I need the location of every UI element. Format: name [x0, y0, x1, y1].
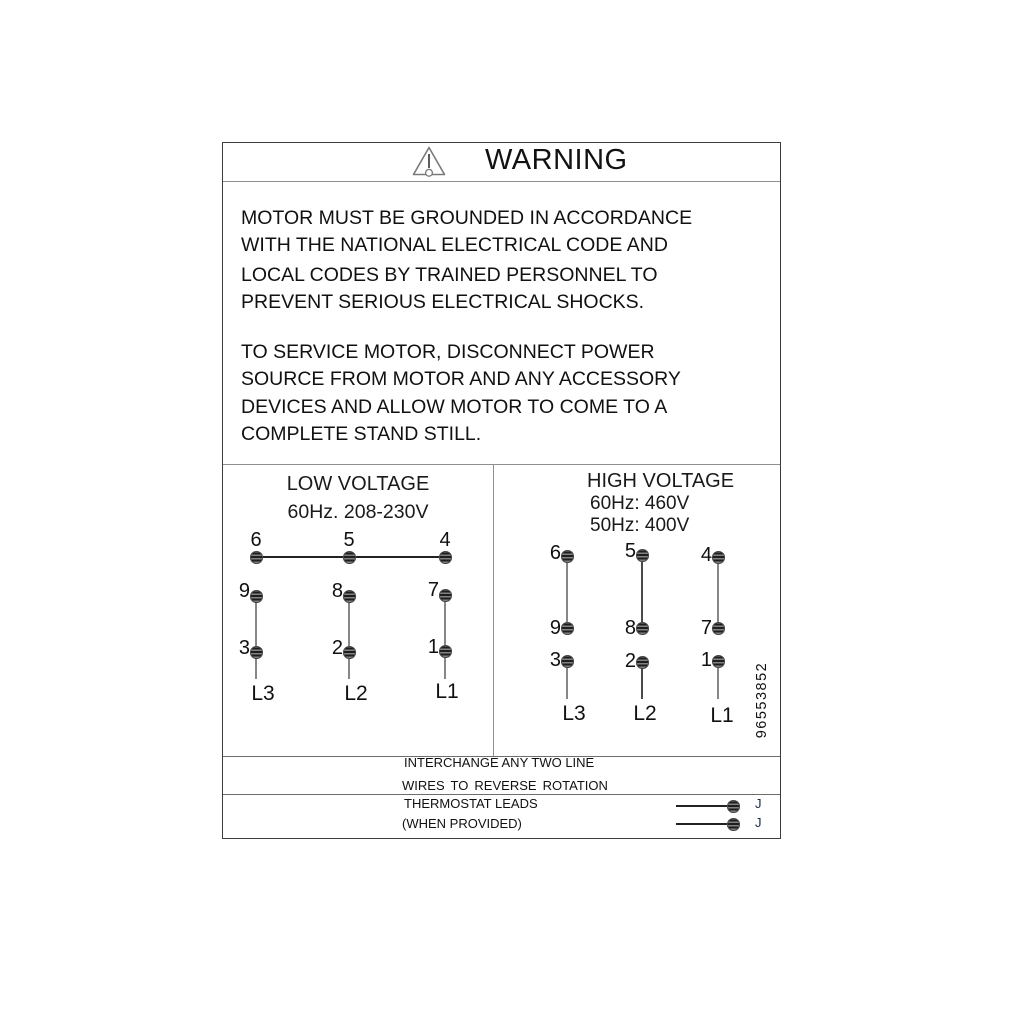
- low-voltage-panel: [223, 464, 493, 756]
- low-wire-8-2-L2: [348, 596, 349, 679]
- thermostat-lead-label-1: J: [755, 796, 762, 811]
- terminal-number: 4: [439, 529, 451, 551]
- terminal-dot-4-high: [712, 551, 725, 564]
- high-voltage-panel: [493, 464, 780, 756]
- terminal-dot-2-high: [636, 656, 649, 669]
- terminal-dot-4-low: [439, 551, 452, 564]
- terminal-dot-2-low: [343, 646, 356, 659]
- high-voltage-subtitle-50hz: 50Hz: 400V: [590, 515, 690, 536]
- low-voltage-subtitle: 60Hz. 208-230V: [287, 501, 429, 523]
- warning-line: PREVENT SERIOUS ELECTRICAL SHOCKS.: [241, 291, 645, 314]
- thermostat-lead-dot-1: [727, 800, 740, 813]
- terminal-dot-1-low: [439, 645, 452, 658]
- terminal-number: 7: [700, 617, 712, 639]
- rotation-note-line2: WIRES TO REVERSE ROTATION: [402, 778, 608, 793]
- low-wire-9-3-L3: [255, 596, 256, 679]
- warning-line: WITH THE NATIONAL ELECTRICAL CODE AND: [241, 234, 668, 257]
- terminal-dot-9-high: [561, 622, 574, 635]
- terminal-dot-6-low: [250, 551, 263, 564]
- terminal-dot-3-high: [561, 655, 574, 668]
- terminal-dot-7-high: [712, 622, 725, 635]
- terminal-dot-7-low: [439, 589, 452, 602]
- high-voltage-subtitle-60hz: 60Hz: 460V: [590, 493, 690, 514]
- terminal-number: 8: [624, 617, 636, 639]
- terminal-number: 5: [624, 540, 636, 562]
- terminal-dot-5-high: [636, 549, 649, 562]
- part-number: 96553852: [754, 661, 770, 739]
- terminal-number: 7: [427, 579, 439, 601]
- warning-line: DEVICES AND ALLOW MOTOR TO COME TO A: [241, 395, 668, 418]
- thermostat-leads-label: THERMOSTAT LEADS: [404, 796, 538, 811]
- grounding-warning-text: [241, 205, 692, 317]
- warning-line: SOURCE FROM MOTOR AND ANY ACCESSORY: [241, 368, 681, 391]
- thermostat-lead-wire-1: [676, 805, 727, 807]
- low-wire-7-1-L1: [444, 596, 445, 679]
- header-divider: [223, 181, 780, 182]
- thermostat-lead-wire-2: [676, 823, 727, 825]
- terminal-number: 9: [238, 580, 250, 602]
- terminal-number: 8: [331, 580, 343, 602]
- terminal-dot-1-high: [712, 655, 725, 668]
- warning-line: MOTOR MUST BE GROUNDED IN ACCORDANCE: [241, 207, 693, 229]
- terminal-dot-6-high: [561, 550, 574, 563]
- line-label-l1-low: L1: [435, 680, 459, 703]
- terminal-number: 3: [238, 637, 250, 659]
- line-label-l2-low: L2: [344, 682, 368, 705]
- warning-title: WARNING: [485, 144, 628, 176]
- service-warning-text: [241, 339, 681, 449]
- high-wire-4-7: [717, 556, 718, 628]
- terminal-dot-5-low: [343, 551, 356, 564]
- when-provided-label: (WHEN PROVIDED): [402, 816, 522, 831]
- terminal-dot-8-low: [343, 590, 356, 603]
- terminal-number: 6: [250, 529, 262, 551]
- terminal-number: 2: [331, 637, 343, 659]
- warning-line: LOCAL CODES BY TRAINED PERSONNEL TO: [241, 263, 658, 286]
- terminal-number: 1: [427, 636, 439, 658]
- warning-triangle-icon: [411, 145, 447, 179]
- high-voltage-title: HIGH VOLTAGE: [587, 470, 735, 492]
- high-wire-5-8: [641, 556, 642, 628]
- thermostat-lead-dot-2: [727, 818, 740, 831]
- terminal-number: 1: [700, 649, 712, 671]
- high-wire-6-9: [566, 556, 567, 628]
- terminal-number: 9: [549, 617, 561, 639]
- line-label-l1-high: L1: [710, 704, 734, 727]
- terminal-dot-3-low: [250, 646, 263, 659]
- terminal-number: 2: [624, 650, 636, 672]
- line-label-l3-low: L3: [251, 682, 275, 705]
- footer-divider-2: [223, 794, 780, 795]
- terminal-number: 6: [549, 542, 561, 564]
- rotation-note-line1: INTERCHANGE ANY TWO LINE: [404, 755, 595, 770]
- terminal-number: 3: [549, 649, 561, 671]
- terminal-dot-9-low: [250, 590, 263, 603]
- thermostat-lead-label-2: J: [755, 815, 762, 830]
- terminal-number: 4: [700, 544, 712, 566]
- motor-warning-label: [222, 142, 781, 839]
- terminal-number: 5: [343, 529, 355, 551]
- low-voltage-title: LOW VOLTAGE: [286, 473, 430, 495]
- warning-line: COMPLETE STAND STILL.: [241, 423, 482, 446]
- line-label-l2-high: L2: [633, 702, 657, 725]
- terminal-dot-8-high: [636, 622, 649, 635]
- line-label-l3-high: L3: [562, 702, 586, 725]
- warning-line: TO SERVICE MOTOR, DISCONNECT POWER: [241, 341, 655, 363]
